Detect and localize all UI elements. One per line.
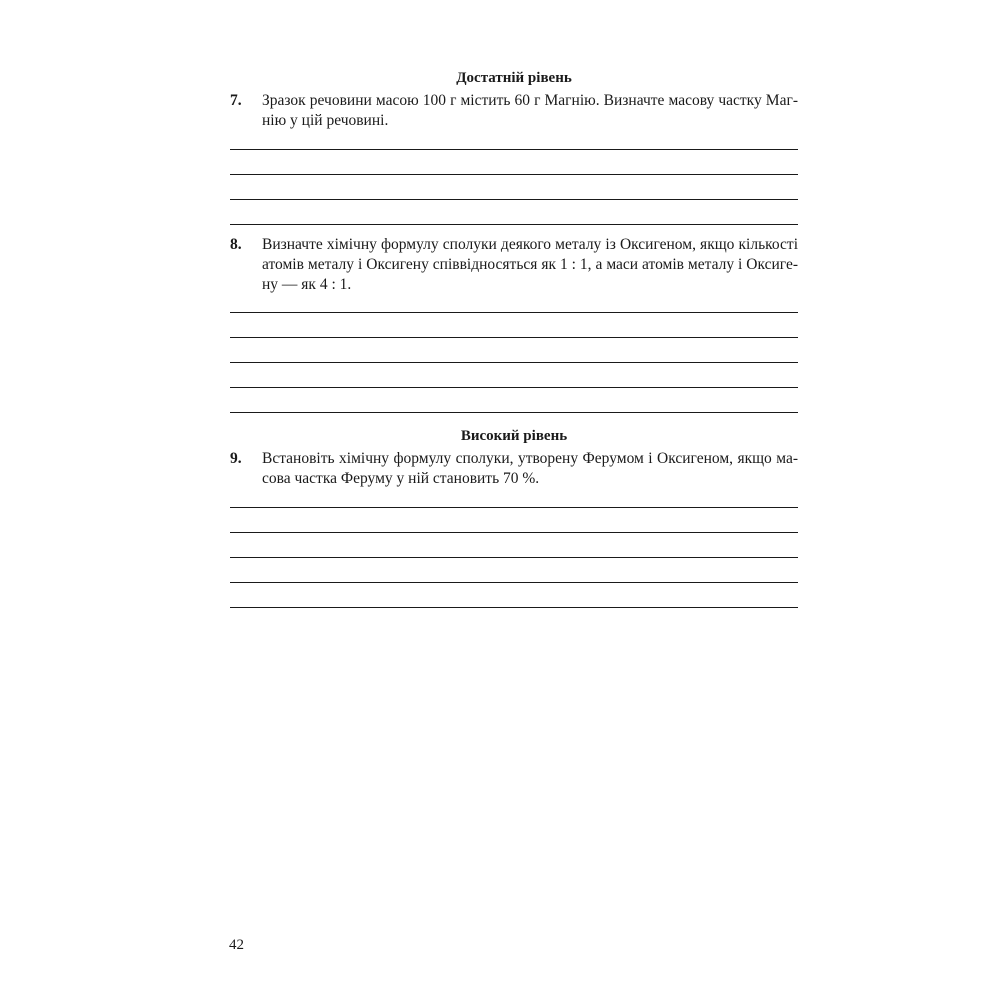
- answer-line[interactable]: [230, 557, 798, 558]
- task-text: Визначте хімічну формулу сполуки деякого металу із Оксигеном, якщо кількості атомів металу і Оксигену співвідносяться як 1 : 1, а маси атомів металу і Оксигену — як 4 : 1.: [262, 236, 798, 293]
- section-heading-high: Високий рівень: [460, 428, 568, 444]
- answer-line[interactable]: [230, 412, 798, 413]
- answer-line[interactable]: [230, 337, 798, 338]
- task-text: Встановіть хімічну формулу сполуки, утворену Ферумом і Оксигеном, якщо масова частка Феруму у ній становить 70 %.: [262, 450, 798, 487]
- answer-line[interactable]: [230, 582, 798, 583]
- answer-line[interactable]: [230, 224, 798, 225]
- answer-line[interactable]: [230, 607, 798, 608]
- task-text: Зразок речовини масою 100 г містить 60 г Магнію. Визначте масову частку Магнію у цій речовині.: [262, 92, 798, 129]
- answer-line[interactable]: [230, 149, 798, 150]
- answer-line[interactable]: [230, 199, 798, 200]
- answer-line[interactable]: [230, 312, 798, 313]
- answer-line[interactable]: [230, 532, 798, 533]
- task-number: 8.: [230, 236, 242, 253]
- task-8: [230, 235, 798, 295]
- answer-line[interactable]: [230, 507, 798, 508]
- task-number: 9.: [230, 450, 242, 467]
- task-7: [230, 91, 798, 131]
- answer-line[interactable]: [230, 174, 798, 175]
- task-number: 7.: [230, 92, 242, 109]
- answer-line[interactable]: [230, 362, 798, 363]
- section-heading-sufficient: Достатній рівень: [456, 70, 572, 86]
- task-9: [230, 449, 798, 489]
- answer-line[interactable]: [230, 387, 798, 388]
- page-number: 42: [229, 937, 244, 953]
